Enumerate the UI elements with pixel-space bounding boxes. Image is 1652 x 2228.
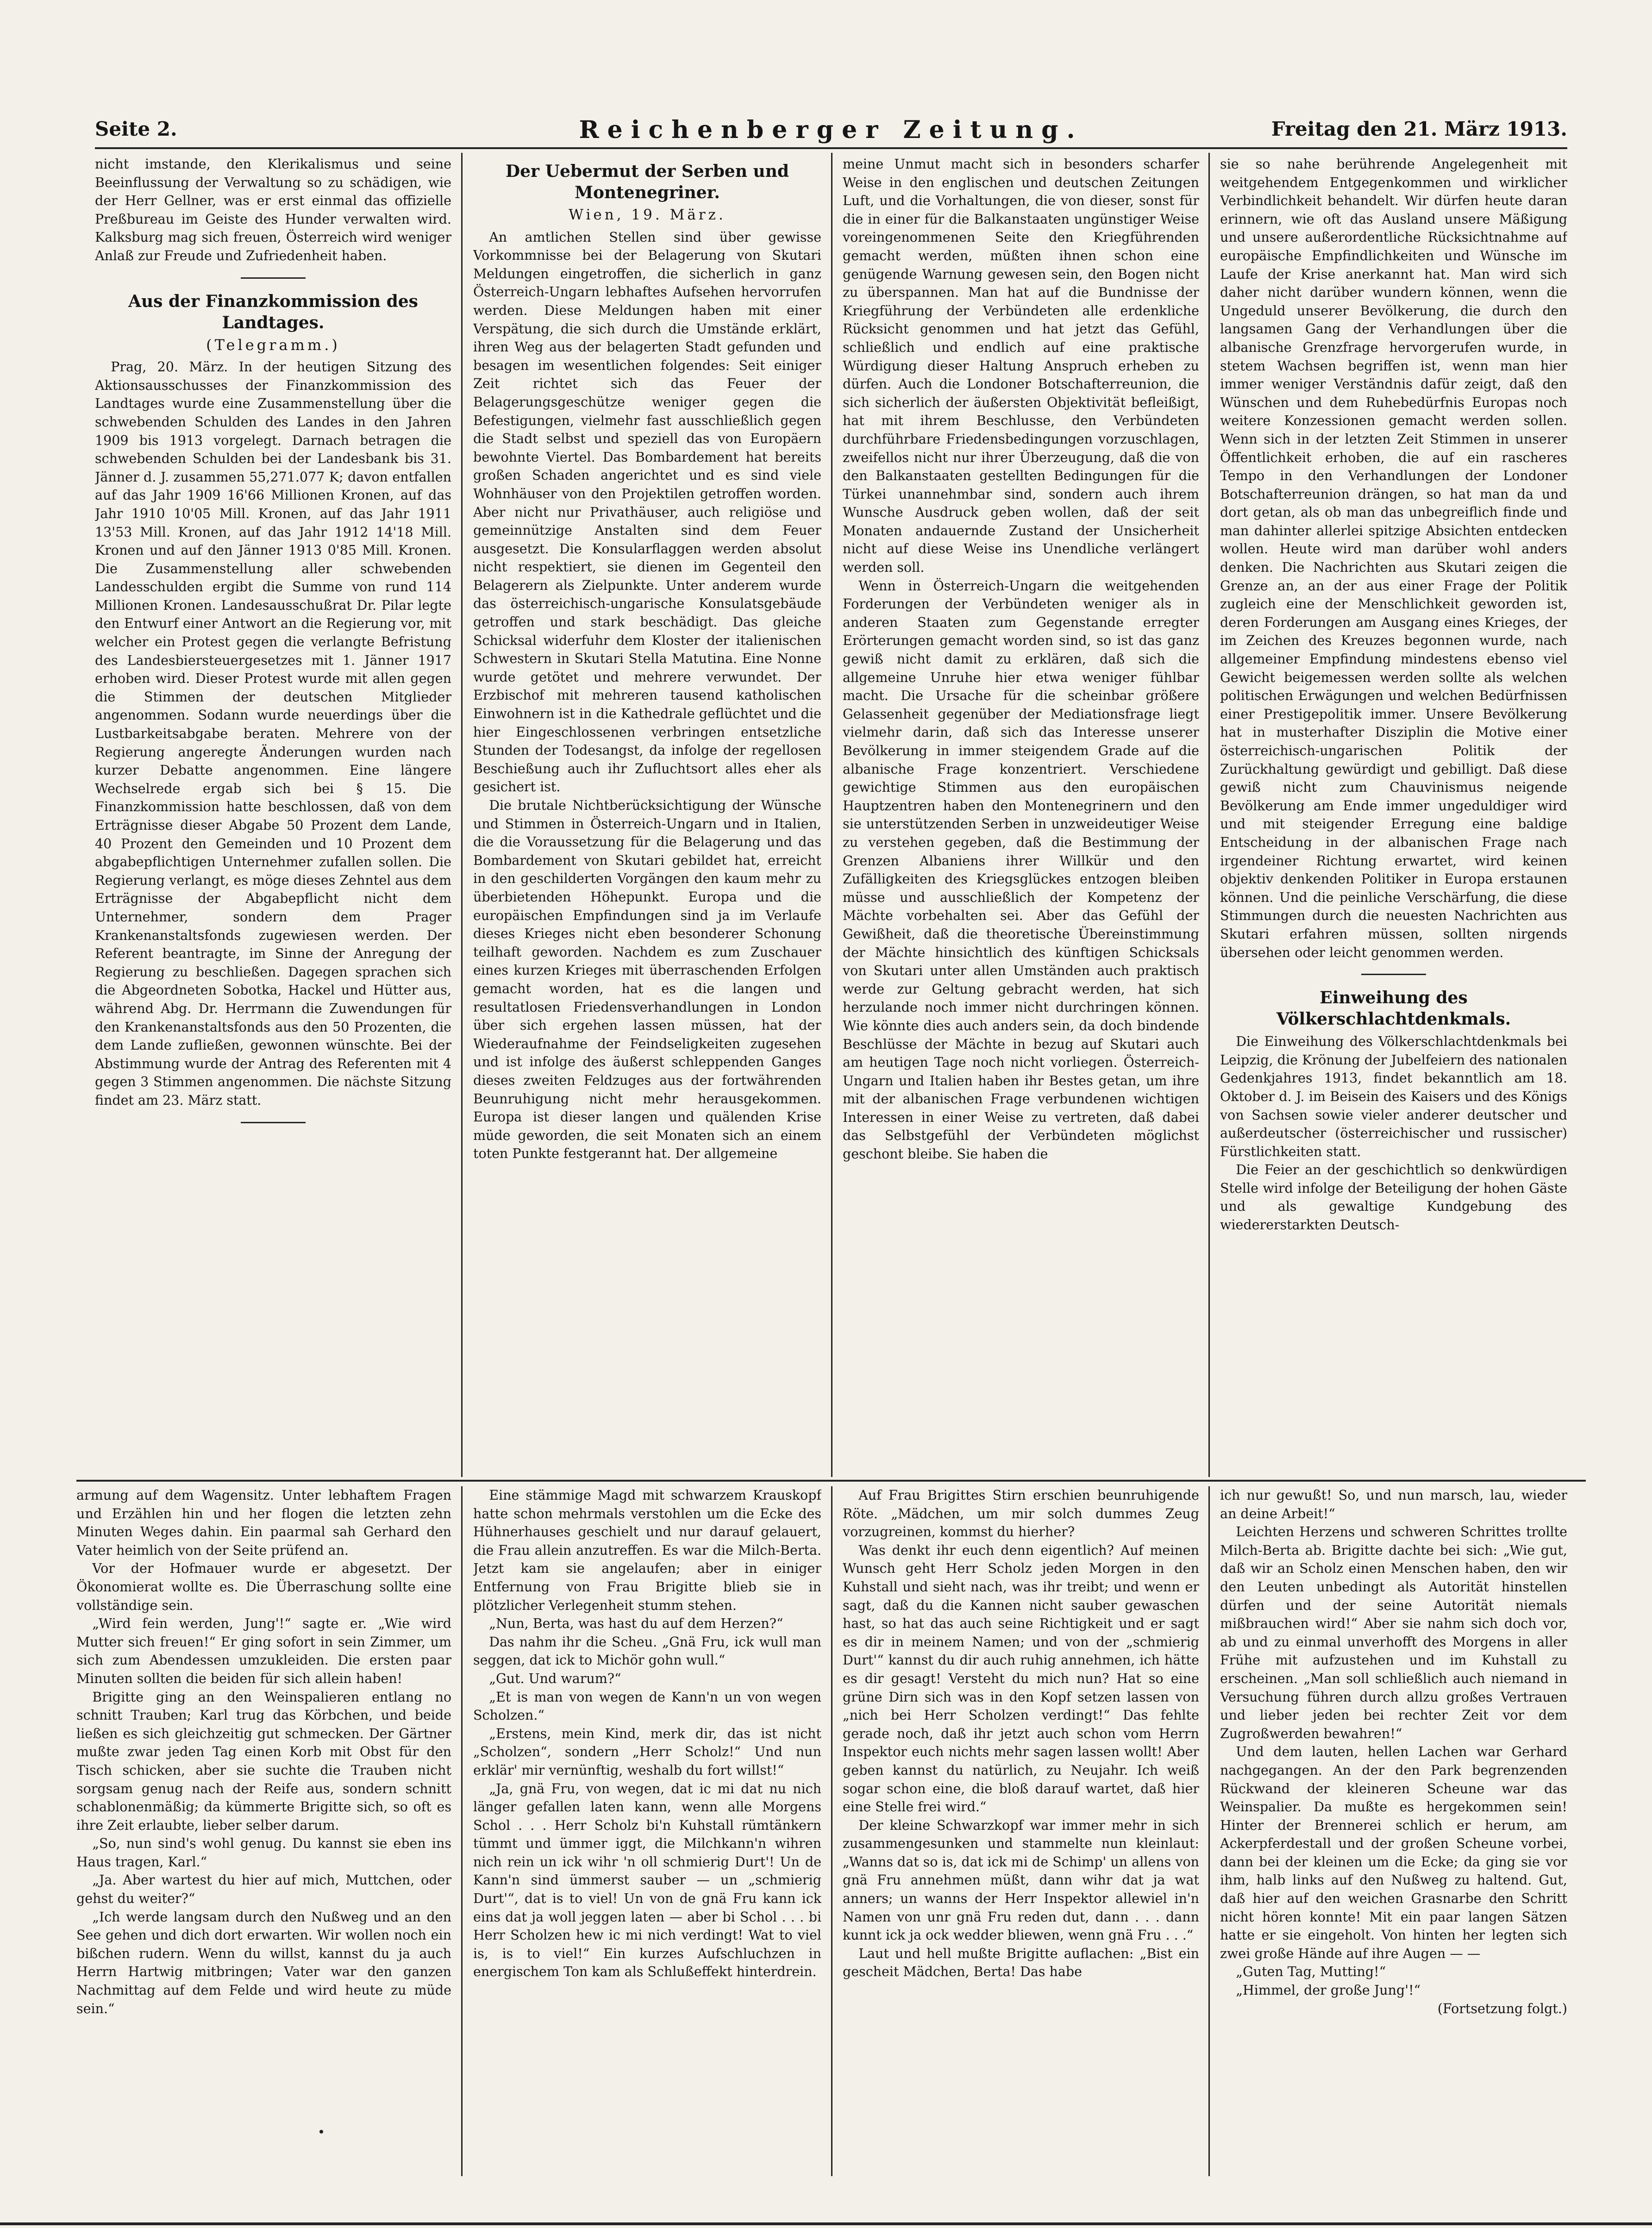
bottom-rule <box>0 2222 1652 2225</box>
novel-paragraph-18: Laut und hell mußte Brigitte auflachen: „Bist ein gescheit Mädchen, Berta! Das habe <box>843 1946 1199 1980</box>
column-7 <box>843 1486 1199 2176</box>
novel-paragraph-8: Eine stämmige Magd mit schwarzem Krauskopf hatte schon mehrmals verstohlen um die Ecke des Hühnerhauses geschielt und nur darauf gelauert, die Frau allein anzutreffen. Es war die Milch-Berta. Jetzt kam sie angelaufen; aber in einiger Entfernung von Frau Brigitte blieb sie in plötzlicher Verlegenheit stumm stehen. <box>473 1488 821 1613</box>
continuation-note: (Fortsetzung folgt.) <box>1437 2001 1567 2016</box>
novel-paragraph-22: „Guten Tag, Mutting!“ <box>1236 1964 1386 1980</box>
novel-paragraph-21: Und dem lauten, hellen Lachen war Gerhard nachgegangen. An der den Park begrenzenden Rückwand der kleineren Scheune war das Weinspalier. Da mußte es hergekommen sein! Hinter der Brennerei schlich er herum, am Ackerpferdestall und der großen Scheune vorbei, dann bei der kleinen um die Ecke; da ging sie vor ihm, halb links auf den Nußweg zu haltend. Gut, daß hier auf den weichen Grasnarbe den Schritt nicht hören konnte! Mit ein paar langen Sätzen hatte er sie eingeholt. Von hinten her legten sich zwei große Hände auf ihre Augen — — <box>1220 1744 1567 1961</box>
novel-paragraph-19: ich nur gewußt! So, und nun marsch, lau, wieder an deine Arbeit!“ <box>1220 1488 1567 1521</box>
column-2 <box>473 155 821 1475</box>
column-rule-3 <box>1208 153 1210 1477</box>
novel-paragraph-20: Leichten Herzens und schweren Schrittes trollte Milch-Berta ab. Brigitte dachte bei sich: „Wie gut, daß wir an Scholz einen Menschen haben, den wir den Leuten unbedingt als Autorität hinstellen dürfen und der seine Autorität niemals mißbrauchen wird!“ Aber sie nahm sich doch vor, ab und zu einmal unverhofft des Morgens in aller Frühe mit aufzustehen und im Kuhstall zu erscheinen. „Man soll schließlich auch niemand in Versuchung führen durch allzu großes Vertrauen und lieber jeden bei rechter Zeit vor dem Zugroßwerden bewahren!“ <box>1220 1524 1567 1741</box>
page-header <box>95 116 1567 148</box>
column-6 <box>473 1486 821 2176</box>
novel-paragraph-6: „Ja. Aber wartest du hier auf mich, Muttchen, oder gehst du weiter?“ <box>76 1872 451 1907</box>
serben-paragraph-5: sie so nahe berührende Angelegenheit mit weitgehendem Entgegenkommen und wirklicher Verbindlichkeit behandelt. Wir dürfen heute daran erinnern, wie oft das Ausland unsere Mäßigung und unsere außerordentliche Rücksichtnahme auf europäische Empfindlichkeiten und Wünsche im Laufe der Krise anerkannt hat. Man wird sich daher nicht darüber wundern können, wenn die Ungeduld unserer Bevölkerung, die durch den langsamen Gang der Verhandlungen über die albanische Grenzfrage hervorgerufen wurde, in stetem Wachsen begriffen ist, wenn man hier immer weniger Verständnis dafür zeigt, daß den Wünschen und dem Ruhebedürfnis Europas noch weitere Konzessionen gemacht werden sollen. Wenn sich in der letzten Zeit Stimmen in unserer Öffentlichkeit erhoben, die auf ein rascheres Tempo in den Verhandlungen der Londoner Botschafterreunion drängen, so hat man da und dort getan, als ob man das unbegreiflich finde und man dahinter allerlei spitzige Absichten entdecken wollen. Heute wird man darüber wohl anders denken. Die Nachrichten aus Skutari zeigen die Grenze an, an der aus einer Frage der Politik zugleich eine der Menschlichkeit geworden ist, deren Forderungen am Ausgang eines Krieges, der im Zeichen des Kreuzes begonnen wurde, nach allgemeiner Empfindung mindestens ebenso viel Gewicht beigemessen werden sollte als welchen politischen Erwägungen und welchen Bedürfnissen einer Prestigepolitik immer. Unsere Bevölkerung hat in musterhafter Disziplin die Motive einer österreichisch-ungarischen Politik der Zurückhaltung gewürdigt und gebilligt. Daß diese gewiß nicht zum Chauvinismus neigende Bevölkerung am Ende immer ungeduldiger wird und mit steigender Erregung eine baldige Entscheidung in der albanischen Frage nach irgendeiner Richtung erwartet, wird keinen objektiv denkenden Politiker in Europa erstaunen können. Und die peinliche Verschärfung, die diese Stimmungen durch die neuesten Nachrichten aus Skutari erfahren müssen, sollten nirgends übersehen oder leicht genommen werden. <box>1220 156 1567 960</box>
finanz-paragraph: Prag, 20. März. In der heutigen Sitzung des Aktionsausschusses der Finanzkommission des Landtages wurde eine Zusammenstellung über die schwebenden Schulden des Landes in den Jahren 1909 bis 1913 vorgelegt. Darnach betragen die schwebenden Schulden bei der Landesbank bis 31. Jänner d. J. zusammen 55,271.077 K; davon entfallen auf das Jahr 1909 16'66 Millionen Kronen, auf das Jahr 1910 10'05 Mill. Kronen, auf das Jahr 1911 13'53 Mill. Kronen, auf das Jahr 1912 14'18 Mill. Kronen und auf den Jänner 1913 0'85 Mill. Kronen. Die Zusammenstellung aller schwebenden Landesschulden ergibt die Summe von rund 114 Millionen Kronen. Landesausschußrat Dr. Pilar legte den Entwurf einer Antwort an die Regierung vor, mit welcher ein Protest gegen die verlangte Befristung des Landesbiersteuergesetzes mit 1. Jänner 1917 erhoben wird. Dieser Protest wurde mit allen gegen die Stimmen der deutschen Mitglieder angenommen. Sodann wurde neuerdings über die Lustbarkeitsabgabe beraten. Mehrere von der Regierung angeregte Änderungen wurden nach kurzer Debatte angenommen. Eine längere Wechselrede ergab sich bei § 15. Die Finanzkommission hatte beschlossen, daß von dem Erträgnisse dieser Abgabe 50 Prozent dem Lande, 40 Prozent den Gemeinden und 10 Prozent dem abgabepflichtigen Unternehmer zufallen sollen. Die Regierung verlangt, es möge dieses Zehntel aus dem Erträgnisse der Abgabepflicht nicht dem Unternehmer, sondern dem Prager Krankenanstaltsfonds zugewiesen werden. Der Referent beantragte, im Sinne der Anregung der Regierung zu beschließen. Dagegen sprachen sich die Abgeordneten Sobotka, Hackel und Hütter aus, während Abg. Dr. Herrmann die Zuwendungen für den Krankenanstaltsfonds aus den 50 Prozenten, die dem Lande zufließen, gewonnen wünschte. Bei der Abstimmung wurde der Antrag des Referenten mit 4 gegen 3 Stimmen angenommen. Die nächste Sitzung findet am 23. März statt. <box>95 359 451 1108</box>
voelkerschlacht-paragraph-2: Die Feier an der geschichtlich so denkwürdigen Stelle wird infolge der Beteiligung der hohen Gäste und als gewaltige Kundgebung des wiedererstarkten Deutsch- <box>1220 1162 1567 1233</box>
page-number: Seite 2. <box>95 118 177 140</box>
novel-paragraph-23: „Himmel, der große Jung'!“ <box>1236 1983 1421 1998</box>
column-rule-5 <box>831 1486 832 2176</box>
voelkerschlacht-paragraph-1: Die Einweihung des Völkerschlachtdenkmals bei Leipzig, die Krönung der Jubelfeiern des nationalen Gedenkjahres 1913, findet bekanntlich am 18. Oktober d. J. im Beisein des Kaisers und des Königs von Sachsen sowie vieler anderer deutscher und außerdeutscher (österreichischer und russischer) Fürstlichkeiten statt. <box>1220 1034 1567 1159</box>
column-4 <box>1220 155 1567 1475</box>
header-rule <box>95 147 1567 149</box>
novel-paragraph-9: „Nun, Berta, was hast du auf dem Herzen?“ <box>489 1616 783 1632</box>
novel-paragraph-10: Das nahm ihr die Scheu. „Gnä Fru, ick wull man seggen, dat ick to Michör gohn wull.“ <box>473 1634 821 1668</box>
novel-paragraph-14: „Ja, gnä Fru, von wegen, dat ic mi dat nu nich länger gefallen laten kann, wenn alle Morgens Schol . . . Herr Scholz bi'n Kuhstall rümtänkern tümmt und ümmer iggt, die Milchkann'n wihren nich rein un ick wihr 'n oll schmierig Durt'! Un de Kann'n sind ümmerst sauber — un „schmierig Durt'“, dat is to viel! Un von de gnä Fru kann ick eins dat ja woll jeggen laten — aber bi Schol . . . bi Herr Scholzen hew ic mi nich verdingt! Wat to viel is, is to viel!“ Ein kurzes Aufschluchzen in energischem Ton kam als Schlußeffekt hinterdrein. <box>473 1781 821 1980</box>
column-3 <box>843 155 1199 1475</box>
serben-paragraph-2: Die brutale Nichtberücksichtigung der Wünsche und Stimmen in Österreich-Ungarn und in Italien, die die Voraussetzung für die Belagerung und das Bombardement von Skutari gebildet hat, erreicht in den geschilderten Vorgängen den kaum mehr zu überbietenden Höhepunkt. Europa und die europäischen Empfindungen sind ja im Verlaufe dieses Krieges nicht eben besonderer Schonung teilhaft geworden. Nachdem es zum Zuschauer eines kurzen Krieges mit überraschenden Erfolgen gemacht worden, hat es die langen und resultatlosen Friedensverhandlungen in London über sich ergehen lassen müssen, hat der Wiederaufnahme der Feindseligkeiten zugesehen und ist infolge des äußerst schleppenden Ganges dieses zweiten Feldzuges aus der fortwährenden Beunruhigung nicht mehr herausgekommen. Europa ist dieser langen und quälenden Krise müde geworden, die seit Monaten sich an einem toten Punkte festgerannt hat. Der allgemeine <box>473 798 821 1162</box>
column-8 <box>1220 1486 1567 2176</box>
column-rule-6 <box>1208 1486 1210 2176</box>
newspaper-title: Reichenberger Zeitung. <box>579 116 1083 144</box>
article-dateline-wien: Wien, 19. März. <box>569 207 726 223</box>
novel-paragraph-15: Auf Frau Brigittes Stirn erschien beunruhigende Röte. „Mädchen, um mir solch dummes Zeug vorzugreinen, kommst du hierher? <box>843 1488 1199 1540</box>
article-end-rule <box>241 1122 306 1123</box>
novel-paragraph-7: „Ich werde langsam durch den Nußweg und an den See gehen und dich dort erwarten. Wir wollen noch ein bißchen rudern. Wenn du willst, kannst du ja auch Herrn Hartwig mitbringen; Vater war den ganzen Nachmittag auf dem Felde und wird heute zu müde sein.“ <box>76 1909 451 2016</box>
issue-date: Freitag den 21. März 1913. <box>1271 118 1567 140</box>
article-heading-finanzkommission: Aus der Finanzkommission des Landtages. <box>128 291 418 332</box>
article-subtitle-telegramm: (Telegramm.) <box>206 336 340 354</box>
novel-paragraph-3: „Wird fein werden, Jung'!“ sagte er. „Wie wird Mutter sich freuen!“ Er ging sofort in sein Zimmer, um sich zum Abendessen umzukleiden. Die ersten paar Minuten sollten die beiden für sich allein haben! <box>76 1616 451 1686</box>
serben-paragraph-1: An amtlichen Stellen sind über gewisse Vorkommnisse bei der Belagerung von Skutari Meldungen eingetroffen, die sicherlich in ganz Österreich-Ungarn lebhaftes Aufsehen hervorrufen werden. Diese Meldungen haben mit einer Verspätung, die sich durch die Umstände erklärt, ihren Weg aus der belagerten Stadt gefunden und besagen im wesentlichen folgendes: Seit einiger Zeit richtet sich das Feuer der Belagerungsgeschütze weniger gegen die Befestigungen, vielmehr fast ausschließlich gegen die Stadt selbst und speziell das von Europäern bewohnte Viertel. Das Bombardement hat bereits großen Schaden angerichtet und es sind viele Wohnhäuser von den Projektilen getroffen worden. Aber nicht nur Privathäuser, auch religiöse und gemeinnützige Anstalten sind dem Feuer ausgesetzt. Die Konsularflaggen werden absolut nicht respektiert, sie dienen im Gegenteil den Belagerern als Zielpunkte. Unter anderem wurde das österreichisch-ungarische Konsulatsgebäude getroffen und stark beschädigt. Das gleiche Schicksal widerfuhr dem Kloster der italienischen Schwestern in Skutari Stella Matutina. Eine Nonne wurde getötet und mehrere verwundet. Der Erzbischof mit mehreren tausend katholischen Einwohnern ist in die Kathedrale geflüchtet und die hier Eingeschlossenen verbringen entsetzliche Stunden der Todesangst, da infolge der regellosen Beschießung auch ihr Zufluchtsort alles eher als gesichert ist. <box>473 229 821 795</box>
novel-paragraph-5: „So, nun sind's wohl genug. Du kannst sie eben ins Haus tragen, Karl.“ <box>76 1836 451 1870</box>
article-heading-serben: Der Uebermut der Serben und Montenegriner. <box>505 162 789 202</box>
novel-paragraph-1: armung auf dem Wagensitz. Unter lebhaftem Fragen und Erzählen hin und her flogen die letzten zehn Minuten Weges dahin. Ein paarmal sah Gerhard den Vater heimlich von der Seite prüfend an. <box>76 1488 451 1558</box>
article-separator-2 <box>1361 974 1426 975</box>
novel-paragraph-12: „Et is man von wegen de Kann'n un von wegen Scholzen.“ <box>473 1689 821 1723</box>
scan-dot <box>319 2130 323 2134</box>
column-rule-4 <box>461 1486 463 2176</box>
novel-paragraph-17: Der kleine Schwarzkopf war immer mehr in sich zusammengesunken und stammelte nun kleinlaut: „Wanns dat so is, dat ick mi de Schimp' un allens von gnä Fru annehmen müßt, dann wihr dat ja wat anners; un wanns der Herr Inspektor allewiel in'n Namen von unr gnä Fru reden dut, dann . . . dann kunnt ick ja ock wedder bliewen, wenn gnä Fru . . .“ <box>843 1817 1199 1943</box>
article-heading-voelkerschlacht: Einweihung des Völkerschlachtdenkmals. <box>1276 988 1511 1029</box>
column-rule-2 <box>831 153 832 1477</box>
column-1 <box>95 155 451 1475</box>
novel-paragraph-16: Was denkt ihr euch denn eigentlich? Auf meinen Wunsch geht Herr Scholz jeden Morgen in den Kuhstall und sieht nach, was ihr treibt; und wenn er sagt, daß du die Kannen nicht sauber gewaschen hast, so hat das auch seine Richtigkeit und er sagt es dir in meinem Namen; und von der „schmierig Durt'“ kannst du dir auch ruhig annehmen, ich hätte es dir gesagt! Versteht du mich nun? Hat so eine grüne Dirn sich was in den Kopf setzen lassen von „nich bei Herr Scholzen verdingt!“ Das fehlte gerade noch, daß ihr jetzt auch schon vom Herrn Inspektor euch nichts mehr sagen lassen wollt! Aber geben kannst du natürlich, zu Neujahr. Ich weiß sogar schon eine, die bloß darauf wartet, daß hier eine Stelle frei wird.“ <box>843 1542 1199 1815</box>
article-separator <box>241 277 306 279</box>
serben-paragraph-3: meine Unmut macht sich in besonders scharfer Weise in den englischen und deutschen Zeitungen Luft, und die Vorhaltungen, die von dieser, sonst für die in einer für die Balkanstaaten ungünstiger Weise voreingenommenen Seite den Kriegführenden gemacht werden, müßten ihnen schon eine genügende Warnung gewesen sein, den Bogen nicht zu überspannen. Man hat auf die Bundnisse der Kriegführung der Verbündeten alle erdenkliche Rücksicht genommen und hat jetzt das Gefühl, schließlich und endlich auf eine praktische Würdigung dieser Haltung Anspruch erheben zu dürfen. Auch die Londoner Botschafterreunion, die sich sicherlich der äußersten Objektivität befleißigt, hat mit ihrem Beschlusse, den Verbündeten durchführbare Friedensbedingungen vorzuschlagen, zweifellos nicht nur ihrer Überzeugung, daß die von den Balkanstaaten gestellten Bedingungen für die Türkei unannehmbar sind, sondern auch ihrem Wunsche Ausdruck geben wollen, daß der seit Monaten andauernde Zustand der Unsicherheit nicht auf diese Weise ins Unendliche verlängert werden soll. <box>843 156 1199 576</box>
serben-paragraph-4: Wenn in Österreich-Ungarn die weitgehenden Forderungen der Verbündeten weniger als in anderen Staaten zum Gegenstande erregter Erörterungen gemacht worden sind, so ist das ganz gewiß nicht damit zu erklären, daß sich die allgemeine Unruhe hier etwa weniger fühlbar macht. Die Ursache für die scheinbar größere Gelassenheit gegenüber der Mediationsfrage liegt vielmehr darin, daß sich das Interesse unserer Bevölkerung in immer steigendem Grade auf die albanische Frage konzentriert. Verschiedene gewichtige Stimmen aus den europäischen Hauptzentren haben den Montenegrinern und den sie unterstützenden Serben in unzweideutiger Weise zu verstehen gegeben, daß die Bestimmung der Grenzen Albaniens ihrer Willkür und den Zufälligkeiten des Kriegsglückes entzogen bleiben müsse und ausschließlich der Kompetenz der Mächte vorbehalten sei. Aber das Gefühl der Gewißheit, daß die theoretische Übereinstimmung der Mächte hinsichtlich des künftigen Schicksals von Skutari unter allen Umständen auch praktisch werde zur Geltung gebracht werden, hat sich herzulande noch immer nicht durchringen können. Wie könnte dies auch anders sein, da doch bindende Beschlüsse der Mächte in bezug auf Skutari auch am heutigen Tage noch nicht vorliegen. Österreich-Ungarn und Italien haben ihr Bestes getan, um ihre mit der albanischen Frage verbundenen wichtigen Interessen in einer Weise zu vertreten, daß dabei das Selbstgefühl der Verbündeten möglichst geschont bleibe. Sie haben die <box>843 578 1199 1162</box>
column-5 <box>76 1486 451 2176</box>
column-rule-1 <box>461 153 463 1477</box>
novel-paragraph-11: „Gut. Und warum?“ <box>489 1671 621 1686</box>
novel-paragraph-4: Brigitte ging an den Weinspalieren entlang no schnitt Trauben; Karl trug das Körbchen, und beide ließen es sich gleichzeitig gut schmecken. Der Gärtner mußte zwar jeden Tag einen Korb mit Obst für den Tisch schicken, aber sie suchte die Trauben nicht sorgsam genug nach der Reife aus, sondern schnitt schablonenmäßig; da kümmerte Brigitte sich, so oft es ihre Zeit erlaubte, lieber selber darum. <box>76 1689 451 1833</box>
section-divider-rule <box>76 1480 1586 1482</box>
novel-paragraph-13: „Erstens, mein Kind, merk dir, das ist nicht „Scholzen“, sondern „Herr Scholz!“ Und nun erklär' mir vernünftig, weshalb du fort willst!“ <box>473 1726 821 1778</box>
novel-paragraph-2: Vor der Hofmauer wurde er abgesetzt. Der Ökonomierat wollte es. Die Überraschung sollte eine vollständige sein. <box>76 1561 451 1613</box>
finanz-intro: nicht imstande, den Klerikalismus und seine Beeinflussung der Verwaltung so zu schädigen, wie der Herr Gellner, was er erst einmal das offizielle Preßbureau im Geiste des Hunder verwalten wird. Kalksburg mag sich freuen, Österreich wird weniger Anlaß zur Freude und Zufriedenheit haben. <box>95 156 451 263</box>
